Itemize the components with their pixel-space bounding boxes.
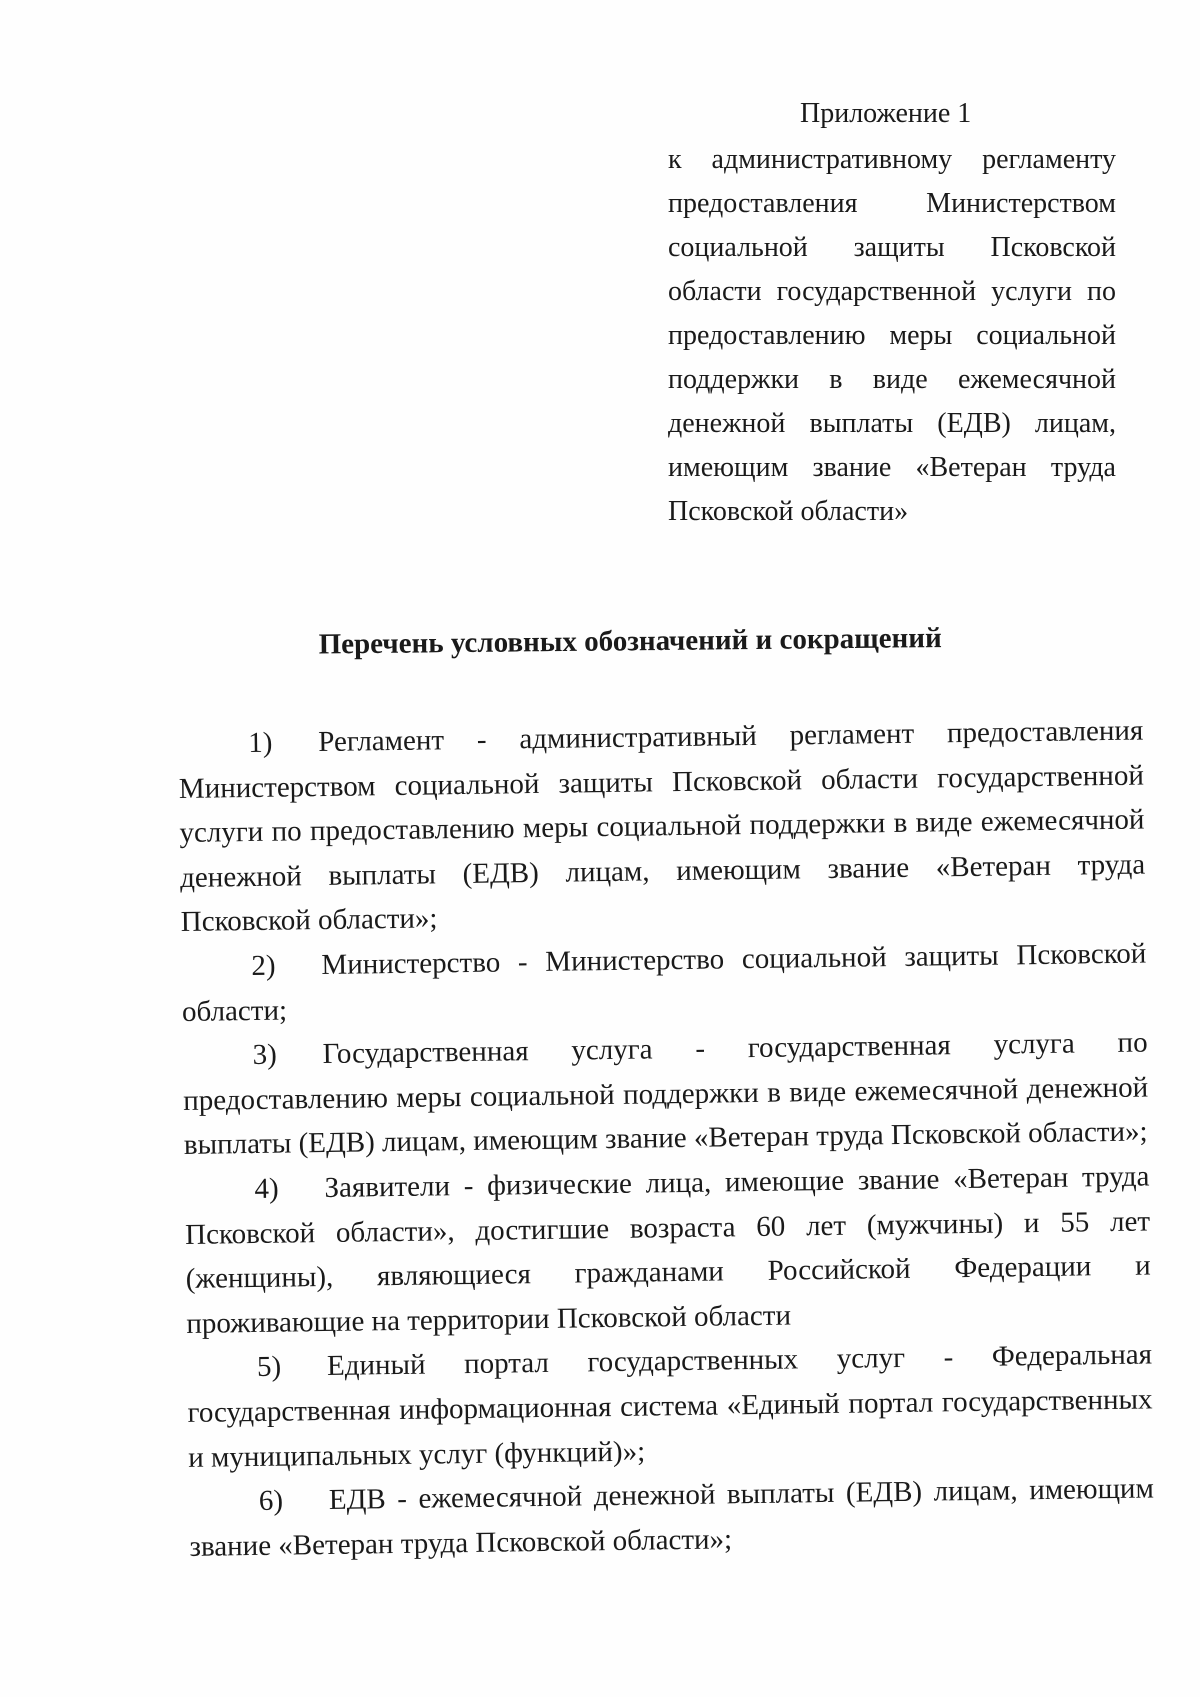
list-item [187, 1333, 1154, 1480]
appendix-title: Приложение 1 [800, 98, 972, 129]
page-title: Перечень условных обозначений и сокращений [318, 622, 942, 661]
item-text: ЕДВ - ежемесячной денежной выплаты (ЕДВ) лицам, имеющим звание «Ветеран труда Псковской области»; [189, 1472, 1155, 1563]
appendix-header [668, 92, 1116, 534]
item-text: Государственная услуга - государственная услуга по предоставлению меры социальной поддержки в виде ежемесячной денежной выплаты (ЕДВ) лицам, имеющим звание «Ветеран труда Псковской области»; [183, 1026, 1149, 1162]
item-number: 5) [256, 1350, 282, 1384]
appendix-subtitle: к административному регламенту предоставления Министерством социальной защиты Псковской области государственной услуги по предоставлению меры социальной поддержки в виде ежемесячной денежной выплаты (ЕДВ) лицам, имеющим звание «Ветеран труда Псковской области» [668, 144, 1116, 527]
item-number: 2) [251, 949, 276, 982]
item-number: 6) [258, 1484, 284, 1518]
item-text: Заявители - физические лица, имеющие звание «Ветеран труда Псковской области», достигшие возраста 60 лет (мужчины) и 55 лет (женщины), являющиеся гражданами Российской Федерации и проживающие на территории Псковской области [184, 1160, 1151, 1340]
item-text: Регламент - административный регламент предоставления Министерством социальной защиты Псковской области государственной услуги по предоставлению меры социальной поддержки в виде ежемесячной денежной выплаты (ЕДВ) лицам, имеющим звание «Ветеран труда Псковской области»; [178, 714, 1146, 939]
item-text: Министерство - Министерство социальной защиты Псковской области; [181, 937, 1147, 1028]
list-item [178, 709, 1146, 945]
item-number: 1) [248, 726, 273, 760]
definitions-list [178, 709, 1155, 1570]
list-item [184, 1154, 1151, 1346]
list-item [181, 931, 1147, 1034]
item-number: 3) [252, 1038, 278, 1072]
list-item [189, 1467, 1155, 1570]
item-number: 4) [254, 1172, 279, 1205]
list-item [182, 1021, 1149, 1168]
item-text: Единый портал государственных услуг - Федеральная государственная информационная система «Единый портал государственных и муниципальных услуг (функций)»; [187, 1338, 1153, 1474]
